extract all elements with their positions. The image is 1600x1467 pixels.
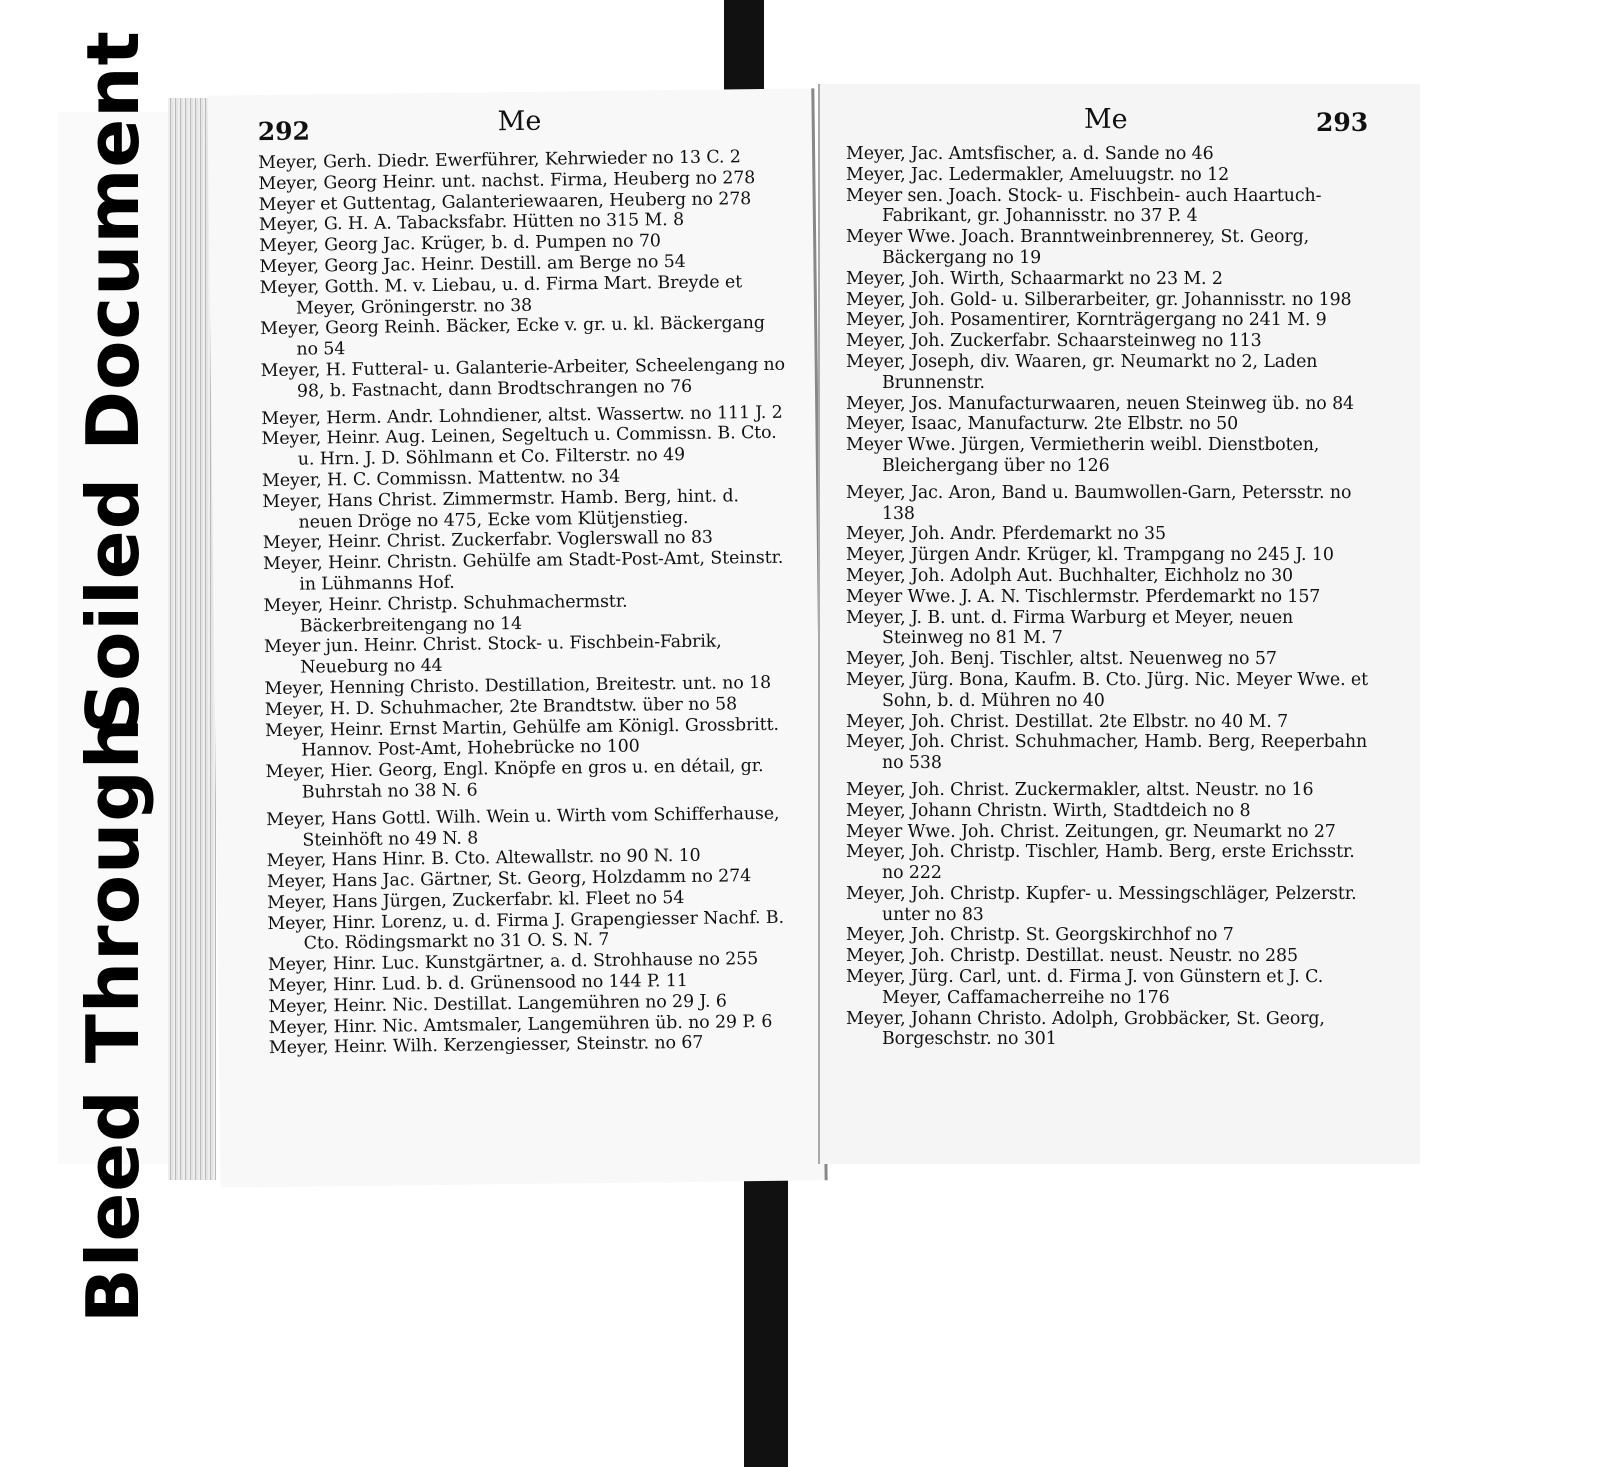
directory-entry: Meyer, Joh. Christ. Zuckermakler, altst. Neustr. no 16 — [846, 779, 1314, 800]
directory-entry: Meyer sen. Joach. Stock- u. Fischbein- auch Haartuch-Fabrikant, gr. Johannisstr. no 37 P. 4 — [846, 185, 1322, 227]
directory-entry: Meyer, Joh. Andr. Pferdemarkt no 35 — [846, 524, 1166, 545]
directory-entry: Meyer, J. B. unt. d. Firma Warburg et Meyer, neuen Steinweg no 81 M. 7 — [846, 607, 1294, 649]
directory-entry: Meyer, Johann Christn. Wirth, Stadtdeich no 8 — [846, 800, 1251, 821]
directory-entry: Meyer, H. Futteral- u. Galanterie-Arbeiter, Scheelengang no 98, b. Fastnacht, dann Brodtschrangen no 76 — [260, 354, 786, 402]
directory-entry: Meyer, G. H. A. Tabacksfabr. Hütten no 315 M. 8 — [258, 210, 685, 236]
directory-entry: Meyer, Hinr. Lorenz, u. d. Firma J. Grapengiesser Nachf. B. Cto. Rödingsmarkt no 31 O. S. N. 7 — [267, 907, 785, 955]
directory-entry: Meyer, Joh. Zuckerfabr. Schaarsteinweg no 113 — [846, 331, 1262, 352]
directory-entry: Meyer, H. C. Commissn. Mattentw. no 34 — [261, 466, 621, 492]
directory-entry: Meyer, Joh. Benj. Tischler, altst. Neuenweg no 57 — [846, 649, 1277, 670]
running-head: Me — [497, 105, 542, 138]
directory-entry: Meyer, Jürg. Bona, Kaufm. B. Cto. Jürg. Nic. Meyer Wwe. et Sohn, b. d. Mühren no 40 — [846, 669, 1369, 711]
page-number: 292 — [257, 116, 311, 147]
directory-entry: Meyer et Guttentag, Galanteriewaaren, Heuberg no 278 — [258, 188, 752, 215]
directory-entry: Meyer, Johann Christo. Adolph, Grobbäcker, St. Georg, Borgeschstr. no 301 — [846, 1008, 1325, 1050]
directory-entry: Meyer, Jac. Aron, Band u. Baumwollen-Garn, Petersstr. no 138 — [846, 482, 1352, 524]
directory-entry: Meyer, Hans Jac. Gärtner, St. Georg, Holzdamm no 274 — [266, 866, 752, 893]
directory-entry: Meyer, Hans Gottl. Wilh. Wein u. Wirth vom Schifferhause, Steinhöft no 49 N. 8 — [266, 803, 780, 851]
binding-strip-bottom — [744, 1148, 788, 1467]
directory-entries — [846, 144, 1376, 1050]
directory-entry: Meyer, Georg Jac. Krüger, b. d. Pumpen no 70 — [259, 231, 661, 257]
directory-entry: Meyer, Heinr. Christ. Zuckerfabr. Voglerswall no 83 — [262, 527, 713, 554]
directory-entry: Meyer, Heinr. Christn. Gehülfe am Stadt-Post-Amt, Steinstr. in Lühmanns Hof. — [262, 547, 784, 595]
left-page — [207, 88, 827, 1187]
directory-entry: Meyer, Jürgen Andr. Krüger, kl. Trampgang no 245 J. 10 — [846, 545, 1334, 566]
directory-entry: Meyer, Jürg. Carl, unt. d. Firma J. von Günstern et J. C. Meyer, Caffamacherreihe no 176 — [846, 967, 1324, 1008]
directory-entry: Meyer, Jac. Amtsfischer, a. d. Sande no 46 — [846, 144, 1214, 164]
directory-entry: Meyer, Heinr. Ernst Martin, Gehülfe am Königl. Grossbritt. Hannov. Post-Amt, Hohebrücke no 100 — [264, 714, 780, 761]
label-soiled-document: Soiled Document — [71, 30, 155, 734]
directory-entry: Meyer, Isaac, Manufacturw. 2te Elbstr. no 50 — [846, 414, 1239, 435]
running-head: Me — [1084, 104, 1128, 135]
directory-entry: Meyer, Hinr. Lud. b. d. Grünensood no 144 P. 11 — [268, 971, 688, 997]
label-bleed-area — [58, 716, 168, 1324]
directory-entry: Meyer, Heinr. Nic. Destillat. Langemühren no 29 J. 6 — [268, 991, 727, 1017]
directory-entry: Meyer, Joseph, div. Waaren, gr. Neumarkt no 2, Laden Brunnenstr. — [846, 351, 1318, 393]
directory-entry: Meyer, Jac. Ledermakler, Ameluugstr. no 12 — [846, 164, 1230, 185]
directory-entry: Meyer, Hier. Georg, Engl. Knöpfe en gros u. en détail, gr. Buhrstah no 38 N. 6 — [265, 756, 764, 803]
directory-entry: Meyer, Hinr. Nic. Amtsmaler, Langemühren üb. no 29 P. 6 — [268, 1011, 773, 1038]
label-bleed-through: Bleed Through — [71, 716, 155, 1324]
directory-entry: Meyer, Hinr. Luc. Kunstgärtner, a. d. Strohhause no 255 — [267, 949, 759, 976]
directory-entry: Meyer, Joh. Christ. Destillat. 2te Elbstr. no 40 M. 7 — [846, 711, 1289, 732]
directory-entry: Meyer, Joh. Christp. Tischler, Hamb. Berg, erste Erichsstr. no 222 — [846, 842, 1355, 884]
directory-entry: Meyer, Georg Reinh. Bäcker, Ecke v. gr. u. kl. Bäckergang no 54 — [260, 313, 765, 360]
directory-entry: Meyer, H. D. Schuhmacher, 2te Brandtstw. über no 58 — [264, 694, 738, 720]
directory-entry: Meyer Wwe. Joh. Christ. Zeitungen, gr. Neumarkt no 27 — [846, 821, 1336, 842]
directory-entry: Meyer, Georg Heinr. unt. nachst. Firma, Heuberg no 278 — [258, 167, 756, 194]
directory-entry: Meyer, Joh. Wirth, Schaarmarkt no 23 M. 2 — [846, 268, 1223, 289]
directory-entry: Meyer, Gotth. M. v. Liebau, u. d. Firma Mart. Breyde et Meyer, Gröningerstr. no 38 — [259, 272, 743, 319]
directory-entry: Meyer, Hans Jürgen, Zuckerfabr. kl. Fleet no 54 — [267, 887, 685, 913]
label-soiled-area — [58, 30, 168, 734]
directory-entries — [258, 147, 799, 1060]
directory-entry: Meyer, Joh. Christp. Kupfer- u. Messingschläger, Pelzerstr. unter no 83 — [846, 883, 1357, 925]
directory-entry: Meyer, Hans Christ. Zimmermstr. Hamb. Berg, hint. d. neuen Dröge no 475, Ecke vom Klütjenstieg. — [262, 486, 739, 533]
directory-entry: Meyer, Joh. Gold- u. Silberarbeiter, gr. Johannisstr. no 198 — [846, 289, 1352, 310]
directory-entry: Meyer Wwe. Joach. Branntweinbrennerey, St. Georg, Bäckergang no 19 — [846, 227, 1310, 268]
directory-entry: Meyer, Joh. Christp. St. Georgskirchhof no 7 — [846, 925, 1234, 946]
directory-entry: Meyer Wwe. J. A. N. Tischlermstr. Pferdemarkt no 157 — [846, 586, 1321, 607]
label-card — [58, 30, 170, 1324]
directory-entry: Meyer, Joh. Christ. Schuhmacher, Hamb. Berg, Reeperbahn no 538 — [846, 732, 1368, 774]
directory-entry: Meyer, Joh. Posamentirer, Kornträgergang no 241 M. 9 — [846, 310, 1327, 331]
directory-entry: Meyer Wwe. Jürgen, Vermietherin weibl. Dienstboten, Bleichergang über no 126 — [846, 435, 1320, 476]
directory-entry: Meyer, Henning Christo. Destillation, Breitestr. unt. no 18 — [264, 672, 772, 700]
directory-entry: Meyer, Hans Hinr. B. Cto. Altewallstr. no 90 N. 10 — [266, 846, 701, 872]
right-page — [818, 84, 1420, 1164]
directory-entry: Meyer, Joh. Christp. Destillat. neust. Neustr. no 285 — [846, 946, 1298, 967]
directory-entry: Meyer, Herm. Andr. Lohndiener, altst. Wassertw. no 111 J. 2 — [261, 402, 783, 429]
directory-entry: Meyer, Heinr. Aug. Leinen, Segeltuch u. Commissn. B. Cto. u. Hrn. J. D. Söhlmann et Co. Filterstr. no 49 — [261, 423, 777, 470]
directory-entry: Meyer, Jos. Manufacturwaaren, neuen Steinweg üb. no 84 — [846, 393, 1355, 414]
directory-entry: Meyer, Gerh. Diedr. Ewerführer, Kehrwieder no 13 C. 2 — [258, 147, 741, 174]
directory-entry: Meyer, Heinr. Wilh. Kerzengiesser, Steinstr. no 67 — [268, 1033, 704, 1059]
directory-entry: Meyer jun. Heinr. Christ. Stock- u. Fischbein-Fabrik, Neueburg no 44 — [263, 631, 722, 678]
directory-entry: Meyer, Georg Jac. Heinr. Destill. am Berge no 54 — [259, 251, 686, 278]
page-number: 293 — [1316, 108, 1369, 137]
directory-entry: Meyer, Heinr. Christp. Schuhmachermstr. Bäckerbreitengang no 14 — [263, 591, 628, 637]
binding-strip-top — [724, 0, 764, 98]
directory-entry: Meyer, Joh. Adolph Aut. Buchhalter, Eichholz no 30 — [846, 565, 1293, 586]
